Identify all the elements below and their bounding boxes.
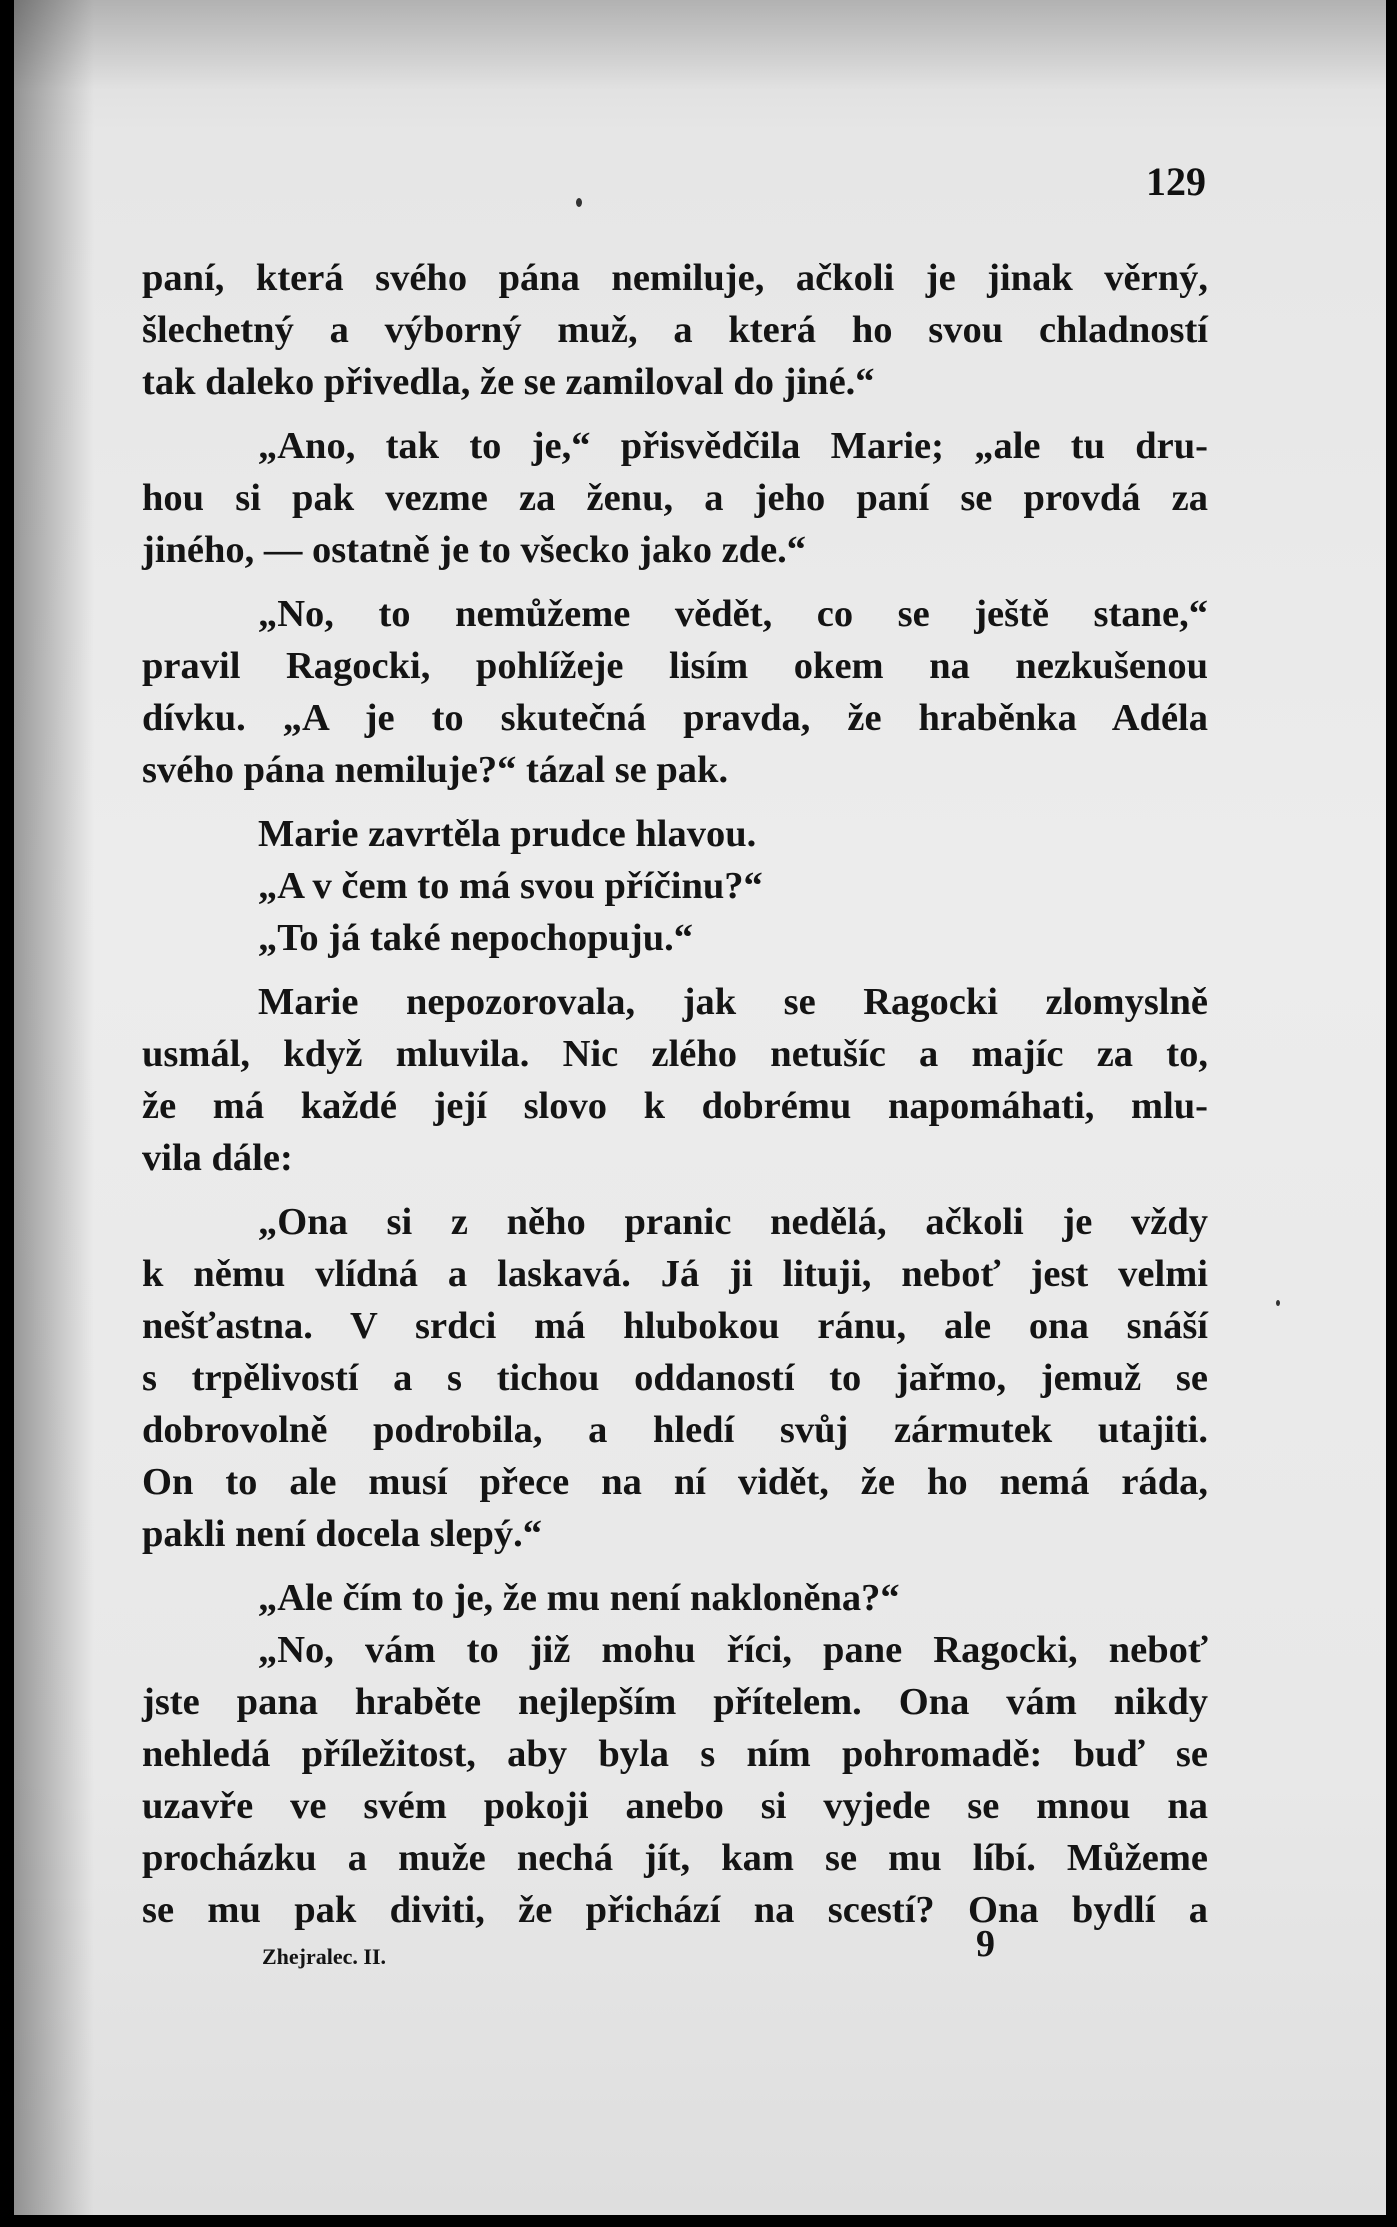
text-line: On to ale musí přece na ní vidět, že ho nemá ráda, — [142, 1461, 1208, 1503]
text-line: nešťastna. V srdci má hlubokou ránu, ale ona snáší — [142, 1305, 1208, 1347]
printer-signature: Zhejralec. II. — [262, 1944, 387, 1969]
text-line: Marie nepozorovala, jak se Ragocki zlomyslně — [258, 981, 1208, 1023]
text-line: jiného, — ostatně je to všecko jako zde.“ — [142, 529, 807, 571]
text-line: Marie zavrtěla prudce hlavou. — [258, 813, 757, 855]
text-line: „Ano, tak to je,“ přisvědčila Marie; „ale tu dru- — [258, 425, 1208, 467]
text-line: „To já také nepochopuju.“ — [258, 917, 694, 959]
text-line: nehledá příležitost, aby byla s ním pohromadě: buď se — [142, 1733, 1208, 1775]
text-line: „No, vám to již mohu říci, pane Ragocki, neboť — [258, 1629, 1208, 1671]
top-edge-shadow — [14, 0, 1386, 90]
dust-speck — [1276, 1300, 1280, 1306]
text-line: tak daleko přivedla, že se zamiloval do jiné.“ — [142, 361, 875, 403]
text-line: se mu pak diviti, že přichází na scestí? Ona bydlí a — [142, 1889, 1208, 1931]
text-line: pakli není docela slepý.“ — [142, 1513, 543, 1555]
page-number: 129 — [1146, 159, 1206, 204]
text-line: dobrovolně podrobila, a hledí svůj zármutek utajiti. — [142, 1409, 1208, 1451]
text-line: svého pána nemiluje?“ tázal se pak. — [142, 749, 729, 791]
text-line: procházku a muže nechá jít, kam se mu líbí. Můžeme — [142, 1837, 1208, 1879]
text-line: paní, která svého pána nemiluje, ačkoli je jinak věrný, — [142, 257, 1208, 299]
text-line: uzavře ve svém pokoji anebo si vyjede se mnou na — [142, 1785, 1208, 1827]
text-line: „Ale čím to je, že mu není nakloněna?“ — [258, 1577, 900, 1619]
binding-shadow — [14, 0, 94, 2215]
text-line: že má každé její slovo k dobrému napomáhati, mlu- — [142, 1085, 1208, 1127]
text-line: vila dále: — [142, 1137, 293, 1179]
signature-number: 9 — [976, 1923, 995, 1965]
book-page — [14, 0, 1386, 2215]
text-line: šlechetný a výborný muž, a která ho svou chladností — [142, 309, 1208, 351]
text-line: pravil Ragocki, pohlížeje lisím okem na nezkušenou — [142, 645, 1208, 687]
text-line: hou si pak vezme za ženu, a jeho paní se provdá za — [142, 477, 1208, 519]
text-line: usmál, když mluvila. Nic zlého netušíc a majíc za to, — [142, 1033, 1208, 1075]
text-line: „No, to nemůžeme vědět, co se ještě stane,“ — [258, 593, 1208, 635]
dust-speck — [576, 198, 582, 207]
text-line: „A v čem to má svou příčinu?“ — [258, 865, 763, 907]
text-line: jste pana hraběte nejlepším přítelem. Ona vám nikdy — [142, 1681, 1208, 1723]
text-line: s trpělivostí a s tichou oddaností to jařmo, jemuž se — [142, 1357, 1208, 1399]
text-line: „Ona si z něho pranic nedělá, ačkoli je vždy — [258, 1201, 1208, 1243]
text-line: k němu vlídná a laskavá. Já ji lituji, neboť jest velmi — [142, 1253, 1208, 1295]
text-line: dívku. „A je to skutečná pravda, že hraběnka Adéla — [142, 697, 1208, 739]
